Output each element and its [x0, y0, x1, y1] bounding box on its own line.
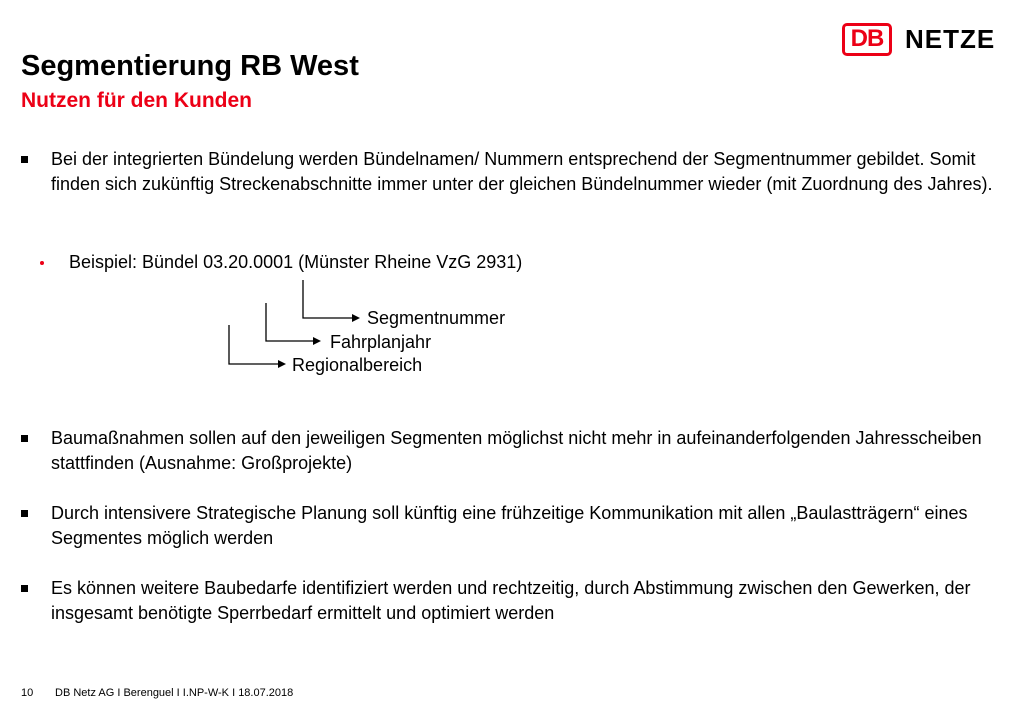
example-text: Beispiel: Bündel 03.20.0001 (Münster Rheine VzG 2931): [69, 252, 523, 272]
year-arrow-icon: [313, 337, 321, 345]
year-label: Fahrplanjahr: [330, 332, 432, 352]
square-bullet-icon: [21, 510, 28, 517]
bullet-text: Baumaßnahmen sollen auf den jeweiligen Segmenten möglichst nicht mehr in aufeinanderfolgenden Jahresscheiben stattfinden (Ausnahme: Großprojekte): [51, 428, 982, 473]
footer: [21, 686, 293, 700]
segment-connector: [303, 280, 354, 318]
page-subtitle: Nutzen für den Kunden: [21, 89, 252, 112]
year-connector: [266, 303, 315, 341]
region-arrow-icon: [278, 360, 286, 368]
square-bullet-icon: [21, 585, 28, 592]
region-connector: [229, 325, 280, 364]
footer-text: DB Netz AG I Berenguel I I.NP-W-K I 18.07.2018: [55, 687, 294, 699]
region-label: Regionalbereich: [292, 355, 423, 375]
bullet-item: [21, 576, 1001, 626]
square-bullet-icon: [21, 435, 28, 442]
bullet-item: [21, 501, 1001, 551]
bullet-text: Bei der integrierten Bündelung werden Bündelnamen/ Nummern entsprechend der Segmentnummer gebildet. Somit finden sich zukünftig Streckenabschnitte immer unter der gleichen Bündelnummer wieder (mit Zuordnung des Jahres).: [51, 149, 993, 194]
page-title: Segmentierung RB West: [21, 50, 359, 82]
bullet-text: Es können weitere Baubedarfe identifiziert werden und rechtzeitig, durch Abstimmung zwischen den Gewerken, der insgesamt benötigte Sperrbedarf ermittelt und optimiert werden: [51, 578, 971, 623]
page-number: 10: [21, 687, 34, 699]
segment-arrow-icon: [352, 314, 360, 322]
bullet-item: [21, 426, 1001, 476]
bullet-text: Durch intensivere Strategische Planung soll künftig eine frühzeitige Kommunikation mit allen „Baulastträgern“ eines Segmentes möglich werden: [51, 503, 968, 548]
segment-label: Segmentnummer: [367, 308, 506, 328]
db-logo-mark: DB: [842, 23, 892, 56]
logo-name: NETZE: [905, 24, 996, 54]
